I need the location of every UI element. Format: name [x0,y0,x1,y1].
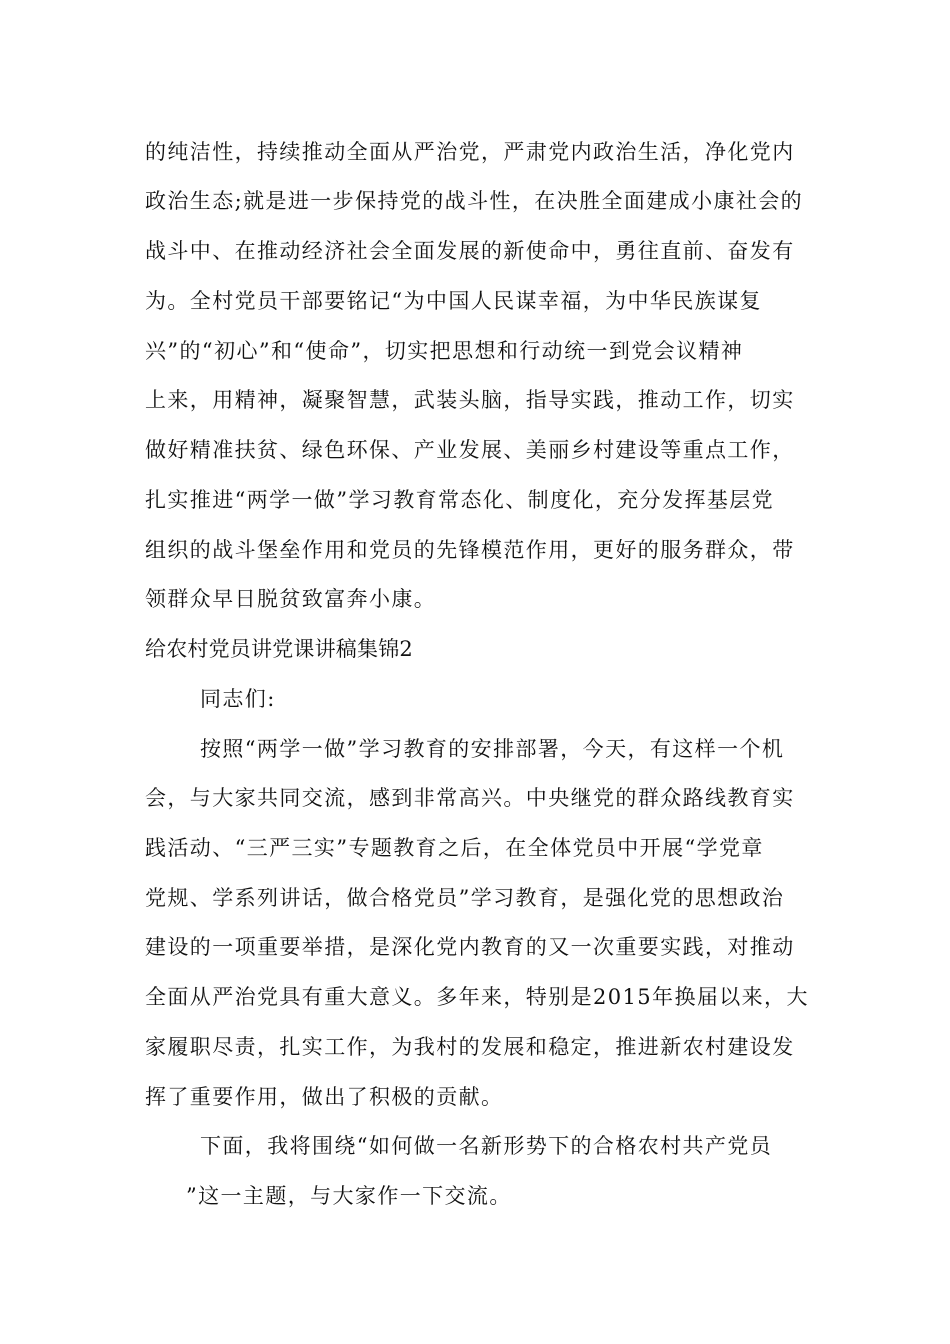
section-heading: 给农村党员讲党课讲稿集锦2 [145,637,413,661]
text-line: 上来，用精神，凝聚智慧，武装头脑，指导实践，推动工作，切实 [145,388,795,412]
text-line: 政治生态;就是进一步保持党的战斗性，在决胜全面建成小康社会的 [145,189,804,213]
text-line: 挥了重要作用，做出了积极的贡献。 [145,1085,504,1109]
text-line: 为。全村党员干部要铭记“为中国人民谋幸福，为中华民族谋复 [145,289,762,313]
text-line: 按照“两学一做”学习教育的安排部署，今天，有这样一个机 [200,737,785,761]
text-line: 家履职尽责，扎实工作，为我村的发展和稳定，推进新农村建设发 [145,1035,795,1059]
text-line: 领群众早日脱贫致富奔小康。 [145,587,437,611]
text-line: 践活动、“三严三实”专题教育之后，在全体党员中开展“学党章 [145,836,764,860]
text-line: 扎实推进“两学一做”学习教育常态化、制度化，充分发挥基层党 [145,488,775,512]
text-line: 的纯洁性，持续推动全面从严治党，严肃党内政治生活，净化党内 [145,140,795,164]
text-line: 下面，我将围绕“如何做一名新形势下的合格农村共产党员 [200,1134,773,1158]
text-line: 组织的战斗堡垒作用和党员的先锋模范作用，更好的服务群众，带 [145,538,795,562]
salutation: 同志们: [200,687,276,711]
text-line: 党规、学系列讲话，做合格党员”学习教育，是强化党的思想政治 [145,886,785,910]
text-line: 兴”的“初心”和“使命”，切实把思想和行动统一到党会议精神 [145,339,744,363]
text-line: 战斗中、在推动经济社会全面发展的新使命中，勇往直前、奋发有 [145,239,795,263]
text-line: 全面从严治党具有重大意义。多年来，特别是2015年换届以来，大 [145,985,809,1009]
text-line: 做好精准扶贫、绿色环保、产业发展、美丽乡村建设等重点工作， [145,438,795,462]
text-line: 会，与大家共同交流，感到非常高兴。中央继党的群众路线教育实 [145,786,795,810]
text-line: ”这一主题，与大家作一下交流。 [186,1184,512,1208]
text-line: 建设的一项重要举措，是深化党内教育的又一次重要实践，对推动 [145,935,795,959]
